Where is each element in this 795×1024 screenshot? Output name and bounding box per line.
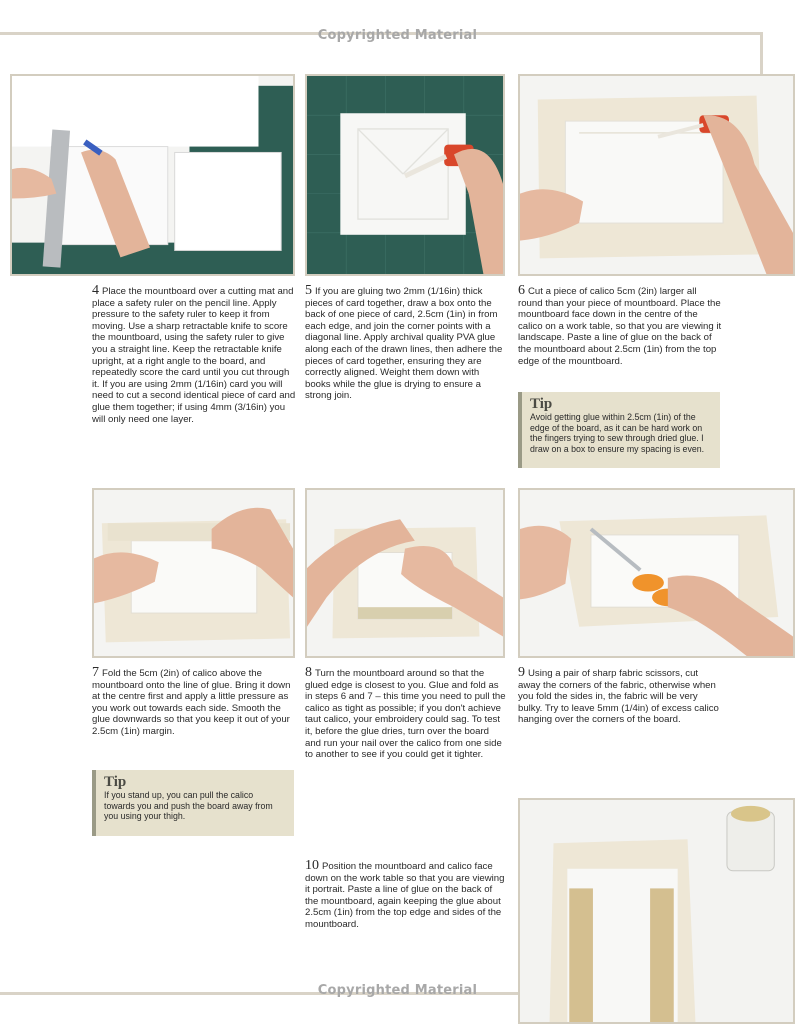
tip-title: Tip [530, 396, 553, 412]
photo-step-8 [305, 488, 505, 658]
tip-box-thigh [92, 770, 294, 836]
step-number: 4 [92, 283, 99, 298]
step-5 [305, 285, 507, 402]
step-number: 8 [305, 665, 312, 680]
step-4 [92, 285, 296, 425]
step-text: Turn the mountboard around so that the glued edge is closest to you. Glue and fold as in steps 6 and 7 – this time you need to pull the calico as tight as possible; if you don't achieve taut calico, your embroidery could sag. To test it, before the glue dries, turn over the board and run your nail over the calico from one side to another to see if you could get it tighter. [305, 668, 506, 761]
step-9 [518, 667, 722, 726]
step-number: 5 [305, 283, 312, 298]
step-text: Position the mountboard and calico face down on the work table so that you are viewing it portrait. Paste a line of glue on the back of the mountboard, again keeping the glue about 2.5cm (1in) from the top edge and sides of the mountboard. [305, 861, 505, 930]
step-8 [305, 667, 507, 761]
step-text: Fold the 5cm (2in) of calico above the mountboard onto the line of glue. Bring it down at the centre first and apply a little pressure as you work out towards each side. Smooth the glue downwards so that you keep it out of your 2.5cm (1in) margin. [92, 668, 291, 737]
step-6 [518, 285, 722, 367]
photo-step-6 [518, 74, 795, 276]
photo-step-10 [518, 798, 795, 1024]
photo-step-4 [10, 74, 295, 276]
photo-step-9 [518, 488, 795, 658]
step-10 [305, 860, 507, 931]
step-number: 9 [518, 665, 525, 680]
watermark-top: Copyrighted Material [317, 28, 478, 43]
step-number: 10 [305, 858, 319, 873]
step-text: If you are gluing two 2mm (1/16in) thick pieces of card together, draw a box onto the back of one piece of card, 2.5cm (1in) in from each edge, and join the corner points with a diagonal line. Apply archival quality PVA glue along each of the drawn lines, then adhere the pieces of card together, ensuring they are correctly aligned. Weight them down with books while the glue is drying to ensure a strong join. [305, 286, 503, 402]
tip-title: Tip [104, 774, 127, 790]
tip-text: If you stand up, you can pull the calico towards you and push the board away from you using your thigh. [104, 790, 273, 822]
step-text: Using a pair of sharp fabric scissors, cut away the corners of the fabric, otherwise when you fold the sides in, the fabric will be very bulky. Try to leave 5mm (1/4in) of excess calico hanging over the corners of the board. [518, 668, 719, 726]
photo-step-5 [305, 74, 505, 276]
step-text: Cut a piece of calico 5cm (2in) larger all round than your piece of mountboard. Place the mountboard face down in the centre of the calico on a work table, so that you are viewing it landscape. Paste a line of glue on the back of the mountboard about 2.5cm (1in) from the top edge of the mountboard. [518, 286, 722, 367]
step-number: 6 [518, 283, 525, 298]
photo-step-7 [92, 488, 295, 658]
tip-text: Avoid getting glue within 2.5cm (1in) of the edge of the board, as it can be hard work on the fingers trying to sew through dried glue. I draw on a box to ensure my spacing is even. [530, 412, 705, 454]
step-7 [92, 667, 296, 738]
step-text: Place the mountboard over a cutting mat and place a safety ruler on the pencil line. Apply pressure to the safety ruler to keep it from moving. Use a sharp retractable knife to score the mountboard, using the safety ruler to give you a straight line. Keep the retractable knife upright, at a right angle to the board, and repeatedly score the card until you cut through it. If you are using 2mm (1/16in) card you will need to cut a second identical piece of card and glue them together; if using 4mm (3/16in) you will only need one layer. [92, 286, 296, 425]
tip-box-glue [518, 392, 720, 468]
step-number: 7 [92, 665, 99, 680]
watermark-bottom: Copyrighted Material [317, 983, 478, 998]
